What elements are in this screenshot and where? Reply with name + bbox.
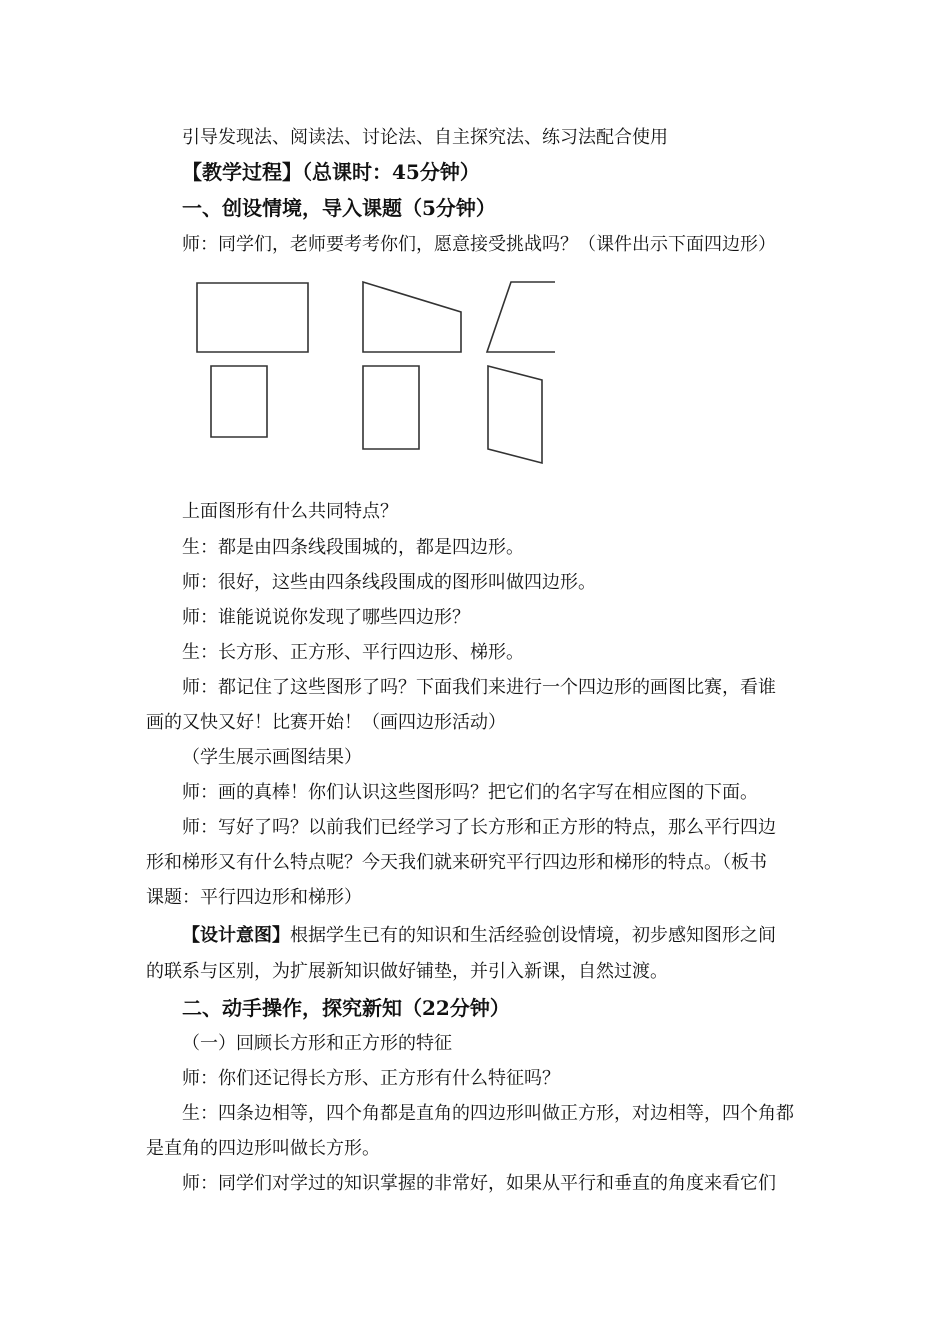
section1-line-5: 生：长方形、正方形、平行四边形、梯形。 [182, 642, 524, 663]
tall-rectangle-shape [363, 366, 419, 449]
section1-line-9: 师：画的真棒！你们认识这些图形吗？把它们的名字写在相应图的下面。 [182, 782, 758, 803]
section1-line-7: 画的又快又好！比赛开始！（画四边形活动） [146, 712, 506, 733]
section2-line-2: 生：四条边相等，四个角都是直角的四边形叫做正方形，对边相等，四个角都 [182, 1103, 794, 1124]
parallelogram-shape [487, 282, 555, 352]
section1-line-3: 师：很好，这些由四条线段围成的图形叫做四边形。 [182, 572, 596, 593]
section1-line-11: 形和梯形又有什么特点呢？今天我们就来研究平行四边形和梯形的特点。（板书 [146, 852, 767, 873]
section1-line-2: 生：都是由四条线段围城的，都是四边形。 [182, 537, 524, 558]
section1-line-12: 课题：平行四边形和梯形） [146, 887, 362, 908]
trapezoid-shape [363, 282, 461, 352]
quadrilaterals-figure [185, 272, 555, 472]
section1-line-4: 师：谁能说说你发现了哪些四边形？ [182, 607, 470, 628]
small-rectangle-shape [211, 366, 267, 437]
slanted-quadrilateral-shape [488, 366, 542, 463]
section1-line-6: 师：都记住了这些图形了吗？下面我们来进行一个四边形的画图比赛，看谁 [182, 677, 776, 698]
section1-heading: 一、创设情境，导入课题（5分钟） [182, 196, 496, 220]
section2-line-3: 是直角的四边形叫做长方形。 [146, 1138, 380, 1159]
rectangle-shape [197, 283, 308, 352]
section2-line-0: （一）回顾长方形和正方形的特征 [182, 1033, 452, 1054]
section2-line-4: 师：同学们对学过的知识掌握的非常好，如果从平行和垂直的角度来看它们 [182, 1173, 776, 1194]
section1-line-8: （学生展示画图结果） [182, 747, 362, 768]
design-intent-line-1 [182, 924, 852, 948]
design-intent-label: 【设计意图】 [182, 925, 290, 946]
design-intent-line-2: 的联系与区别，为扩展新知识做好铺垫，并引入新课，自然过渡。 [146, 961, 668, 982]
section1-line-10: 师：写好了吗？以前我们已经学习了长方形和正方形的特点，那么平行四边 [182, 817, 776, 838]
section1-line-0: 师：同学们，老师要考考你们，愿意接受挑战吗？（课件出示下面四边形） [182, 234, 776, 255]
teaching-methods-line: 引导发现法、阅读法、讨论法、自主探究法、练习法配合使用 [182, 127, 668, 148]
section2-line-1: 师：你们还记得长方形、正方形有什么特征吗？ [182, 1068, 560, 1089]
section2-heading: 二、动手操作，探究新知（22分钟） [182, 996, 510, 1020]
design-intent-text: 根据学生已有的知识和生活经验创设情境，初步感知图形之间 [290, 925, 776, 946]
section1-line-1: 上面图形有什么共同特点？ [182, 501, 398, 522]
teaching-process-title: 【教学过程】（总课时：45分钟） [182, 160, 480, 184]
